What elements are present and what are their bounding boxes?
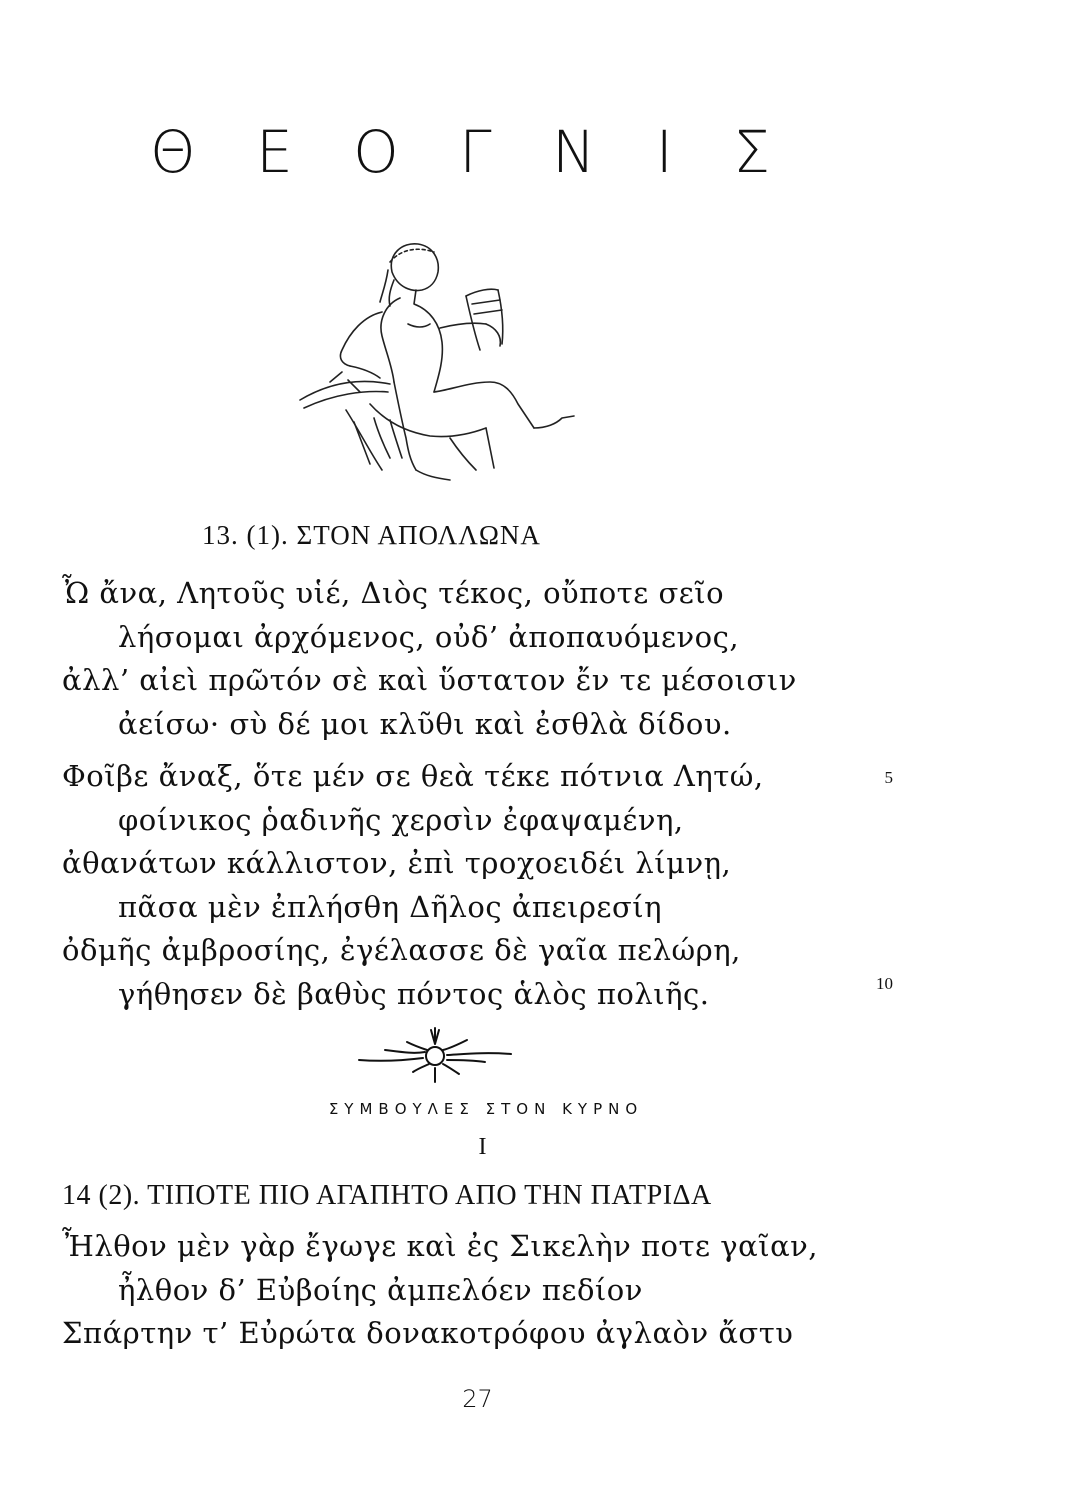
section-numeral: I (478, 1134, 487, 1160)
line-number: 5 (884, 768, 893, 787)
title-letter: Γ (459, 118, 492, 186)
apollo-illustration (290, 232, 600, 502)
poem-line: ἦλθον δ’ Εὐβοίης ἀμπελόεν πεδίον (118, 1272, 643, 1307)
line-number: 10 (876, 974, 893, 993)
poem-line: Ἦλθον μὲν γὰρ ἔγωγε καὶ ἐς Σικελὴν ποτε γαῖαν, (62, 1229, 819, 1263)
page-title (150, 118, 770, 186)
poem-line: ὀδμῆς ἀμβροσίης, ἐγέλασσε δὲ γαῖα πελώρη, (62, 933, 741, 967)
title-letter: Ν (551, 118, 596, 186)
poem-stanza (62, 755, 764, 1016)
poem-line: πᾶσα μὲν ἐπλήσθη Δῆλος ἀπειρεσίη (118, 889, 662, 924)
poem-line: Σπάρτην τ’ Εὐρώτα δονακοτρόφου ἀγλαὸν ἄστυ (62, 1316, 794, 1350)
section-heading: 13. (1). ΣΤΟΝ ΑΠΟΛΛΩΝΑ (202, 520, 541, 550)
poem-line: φοίνικος ῥαδινῆς χερσὶν ἐφαψαμένη, (118, 802, 684, 837)
poem-line: λήσομαι ἀρχόμενος, οὐδ’ ἀποπαυόμενος, (118, 619, 740, 654)
poem-line: ἀλλ’ αἰεὶ πρῶτόν σὲ καὶ ὕστατον ἔν τε μέσοισιν (62, 663, 797, 697)
page-number: 27 (462, 1385, 493, 1413)
poem-stanza (62, 572, 797, 746)
poem-line: γήθησεν δὲ βαθὺς πόντος ἁλὸς πολιῆς. (118, 976, 710, 1011)
title-letter: Ε (256, 118, 293, 186)
title-letter: Σ (733, 118, 770, 186)
poem-line: ἀθανάτων κάλλιστον, ἐπὶ τροχοειδέι λίμνῃ, (62, 846, 732, 880)
title-letter: Θ (150, 118, 196, 186)
section-title: ΣΥΜΒΟΥΛΕΣ ΣΤΟΝ ΚΥΡΝΟ (328, 1100, 644, 1118)
title-letter: Ι (655, 118, 673, 186)
section-heading: 14 (2). ΤΙΠΟΤΕ ΠΙΟ ΑΓΑΠΗΤΟ ΑΠΟ ΤΗΝ ΠΑΤΡΙΔΑ (62, 1180, 712, 1211)
poem-line: Φοῖβε ἄναξ, ὅτε μέν σε θεὰ τέκε πότνια Λητώ, (62, 759, 764, 793)
sun-ornament (355, 1020, 515, 1084)
poem-line: Ὦ ἄνα, Λητοῦς υἱέ, Διὸς τέκος, οὔποτε σεῖο (62, 576, 725, 610)
poem-line: ἀείσω· σὺ δέ μοι κλῦθι καὶ ἐσθλὰ δίδου. (118, 706, 732, 741)
title-letter: Ο (353, 118, 399, 186)
poem-stanza (62, 1225, 818, 1356)
